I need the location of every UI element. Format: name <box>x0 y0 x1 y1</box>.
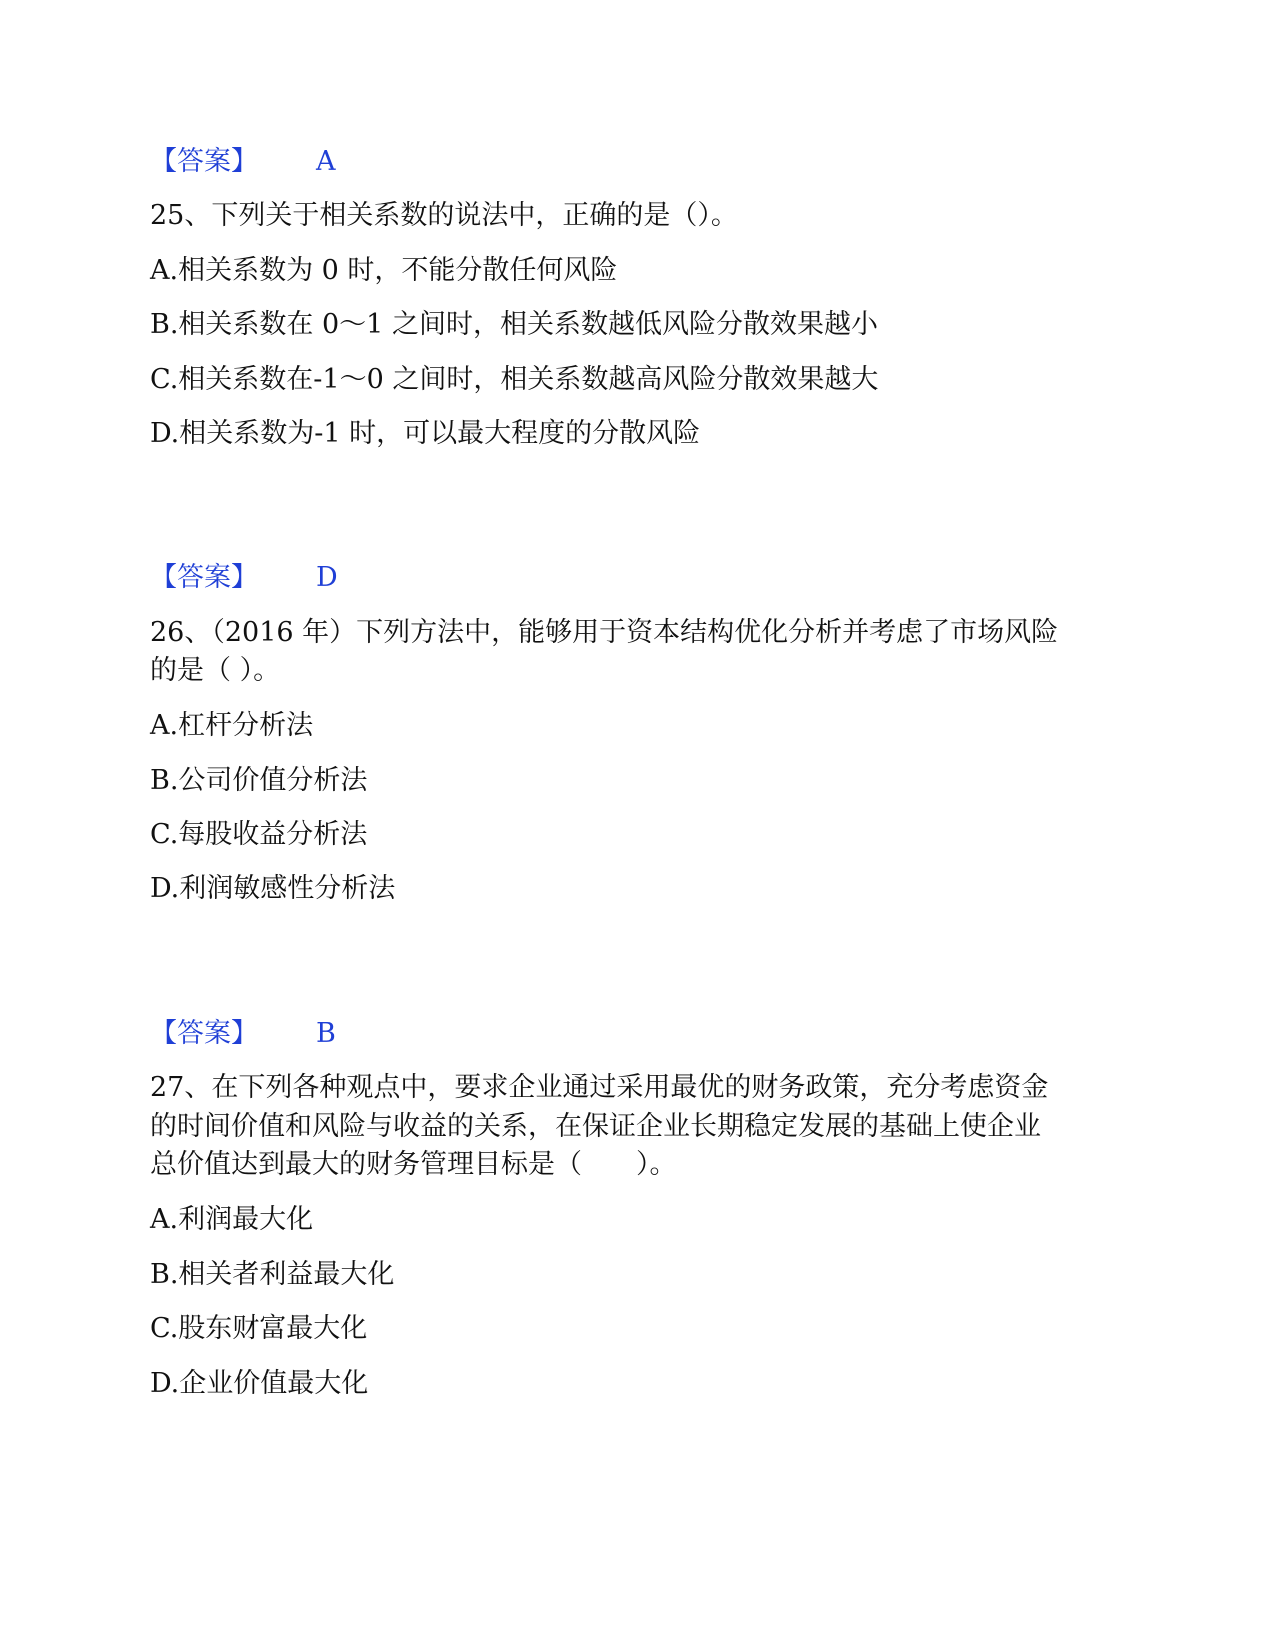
answer-value: D <box>316 562 338 593</box>
answer-line <box>150 558 338 598</box>
option-b: B.相关系数在 0～1 之间时，相关系数越低风险分散效果越小 <box>150 309 878 340</box>
option-c: C.每股收益分析法 <box>150 819 368 850</box>
answer-label: 【答案】 <box>150 1018 258 1049</box>
option-a: A.杠杆分析法 <box>150 710 314 741</box>
answer-value: A <box>316 146 336 177</box>
option-b: B.相关者利益最大化 <box>150 1259 395 1290</box>
question-text: 25、下列关于相关系数的说法中，正确的是（）。 <box>150 200 738 231</box>
question-text-continued: 总价值达到最大的财务管理目标是（ ）。 <box>150 1149 677 1180</box>
option-d: D.利润敏感性分析法 <box>150 873 396 904</box>
answer-value: B <box>316 1018 336 1049</box>
answer-label: 【答案】 <box>150 562 258 593</box>
answer-line <box>150 1014 336 1054</box>
answer-label: 【答案】 <box>150 146 258 177</box>
question-text-continued: 的是（ ）。 <box>150 655 281 686</box>
option-b: B.公司价值分析法 <box>150 765 368 796</box>
option-a: A.利润最大化 <box>150 1204 314 1235</box>
option-a: A.相关系数为 0 时，不能分散任何风险 <box>150 255 618 286</box>
question-text: 26、（2016 年）下列方法中，能够用于资本结构优化分析并考虑了市场风险 <box>150 617 1059 648</box>
question-text: 27、在下列各种观点中，要求企业通过采用最优的财务政策，充分考虑资金 <box>150 1072 1049 1103</box>
answer-line <box>150 142 336 182</box>
option-d: D.相关系数为-1 时，可以最大程度的分散风险 <box>150 418 701 449</box>
question-text-continued: 的时间价值和风险与收益的关系，在保证企业长期稳定发展的基础上使企业 <box>150 1111 1041 1142</box>
option-c: C.股东财富最大化 <box>150 1313 368 1344</box>
option-c: C.相关系数在-1～0 之间时，相关系数越高风险分散效果越大 <box>150 364 879 395</box>
option-d: D.企业价值最大化 <box>150 1368 369 1399</box>
